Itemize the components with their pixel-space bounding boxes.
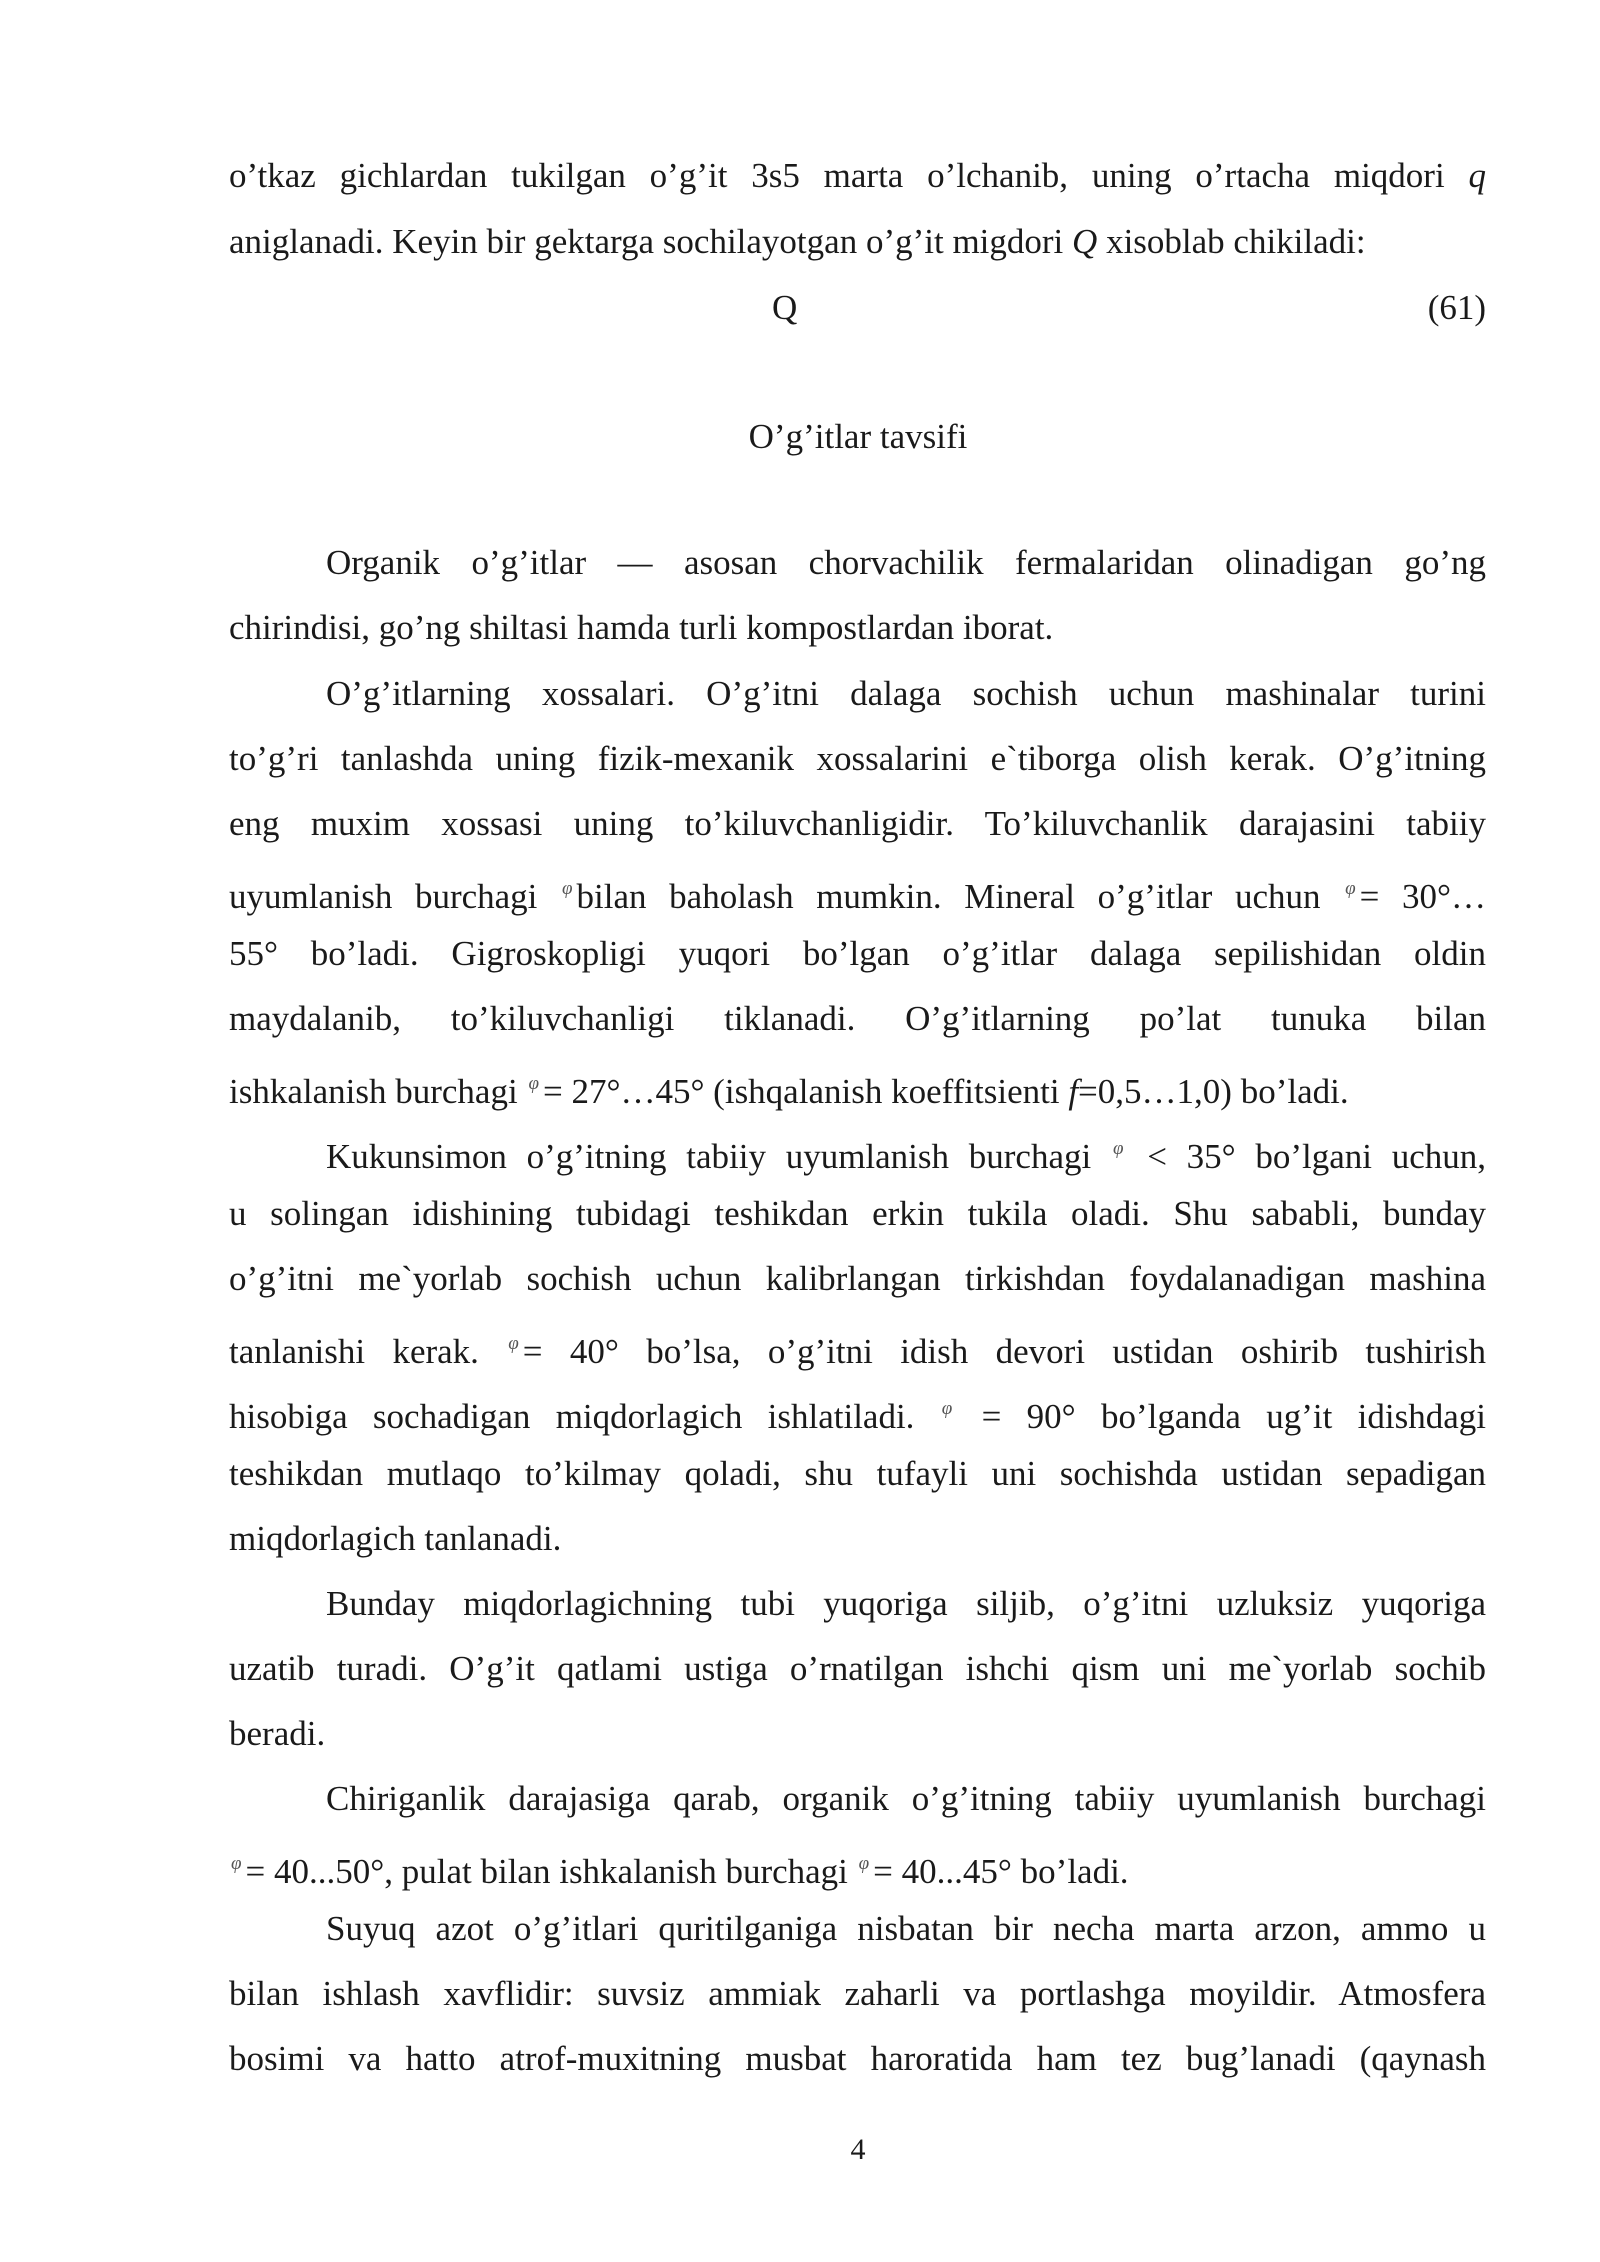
p2-line-7: [229, 1062, 1486, 1114]
phi-symbol: φ: [231, 1853, 242, 1874]
text-segment: Kukunsimon o’g’itning tabiiy uyumlanish burchagi: [326, 1137, 1092, 1176]
p3-line-3: o’g’itni me`yorlab sochish uchun kalibrlangan tirkishdan foydalanadigan mashina: [229, 1259, 1486, 1298]
p2-line-6: maydalanib, to’kiluvchanligi tiklanadi. O’g’itlarning po’lat tunuka bilan: [229, 999, 1486, 1038]
p2-line-3: eng muxim xossasi uning to’kiluvchanligidir. To’kiluvchanlik darajasini tabiiy: [229, 804, 1486, 843]
p5-line-1: Chiriganlik darajasiga qarab, organik o’g’itning tabiiy uyumlanish burchagi: [326, 1779, 1486, 1818]
text-segment: = 40...45° bo’ladi.: [873, 1852, 1129, 1891]
text-segment: = 90° bo’lganda ug’it idishdagi: [956, 1397, 1486, 1436]
text-segment: xisoblab chikiladi:: [1106, 222, 1366, 261]
section-heading: O’g’itlar tavsifi: [748, 417, 968, 456]
phi-symbol: φ: [1345, 878, 1356, 899]
p4-line-1: Bunday miqdorlagichning tubi yuqoriga siljib, o’g’itni uzluksiz yuqoriga: [326, 1584, 1486, 1623]
p3-line-1: [326, 1127, 1486, 1179]
text-segment: = 30°…: [1359, 877, 1486, 916]
p3-line-7: miqdorlagich tanlanadi.: [229, 1519, 562, 1558]
phi-symbol: φ: [562, 878, 573, 899]
p2-line-1: O’g’itlarning xossalari. O’g’itni dalaga sochish uchun mashinalar turini: [326, 674, 1486, 713]
equation-number: (61): [1427, 288, 1486, 327]
p6-line-1: Suyuq azot o’g’itlari quritilganiga nisbatan bir necha marta arzon, ammo u: [326, 1909, 1486, 1948]
text-segment: = 27°…45° (ishqalanish koeffitsienti: [542, 1072, 1060, 1111]
p2-line-5: 55° bo’ladi. Gigroskopligi yuqori bo’lgan o’g’itlar dalaga sepilishidan oldin: [229, 934, 1486, 973]
p5-line-2: [229, 1842, 1486, 1894]
text-segment: o’tkaz gichlardan tukilgan o’g’it 3s5 marta o’lchanib, uning o’rtacha miqdori: [229, 156, 1445, 195]
phi-symbol: φ: [858, 1853, 870, 1874]
intro-line-2: [229, 220, 1486, 264]
p4-line-2: uzatib turadi. O’g’it qatlami ustiga o’rnatilgan ishchi qism uni me`yorlab sochib: [229, 1649, 1486, 1688]
variable-f: f: [1068, 1072, 1079, 1111]
page-number: 4: [850, 2133, 866, 2166]
text-segment: bilan baholash mumkin. Mineral o’g’itlar uchun: [576, 877, 1321, 916]
phi-symbol: φ: [1112, 1138, 1124, 1159]
p3-line-2: u solingan idishining tubidagi teshikdan erkin tukila oladi. Shu sababli, bunday: [229, 1194, 1486, 1233]
phi-symbol: φ: [941, 1398, 953, 1419]
text-segment: = 40...50°, pulat bilan ishkalanish burchagi: [245, 1852, 848, 1891]
text-segment: = 40° bo’lsa, o’g’itni idish devori ustidan oshirib tushirish: [522, 1332, 1487, 1371]
p3-line-6: teshikdan mutlaqo to’kilmay qoladi, shu tufayli uni sochishda ustidan sepadigan: [229, 1454, 1486, 1493]
text-segment: =0,5…1,0) bo’ladi.: [1078, 1072, 1349, 1111]
p1-line-1: Organik o’g’itlar — asosan chorvachilik fermalaridan olinadigan go’ng: [326, 543, 1486, 582]
variable-q: q: [1468, 156, 1486, 195]
p1-line-2: chirindisi, go’ng shiltasi hamda turli kompostlardan iborat.: [229, 608, 1054, 647]
p3-line-5: [229, 1387, 1486, 1439]
variable-Q: Q: [1072, 222, 1098, 261]
p6-line-3: bosimi va hatto atrof-muxitning musbat haroratida ham tez bug’lanadi (qaynash: [229, 2039, 1486, 2078]
text-segment: < 35° bo’lgani uchun,: [1147, 1137, 1487, 1176]
text-segment: uyumlanish burchagi: [229, 877, 538, 916]
text-segment: hisobiga sochadigan miqdorlagich ishlatiladi.: [229, 1397, 915, 1436]
p2-line-2: to’g’ri tanlashda uning fizik-mexanik xossalarini e`tiborga olish kerak. O’g’itning: [229, 739, 1486, 778]
text-segment: ishkalanish burchagi: [229, 1072, 518, 1111]
phi-symbol: φ: [508, 1333, 519, 1354]
text-segment: aniglanadi. Keyin bir gektarga sochilayotgan o’g’it migdori: [229, 222, 1064, 261]
p3-line-4: [229, 1322, 1486, 1374]
formula-symbol: Q: [772, 288, 798, 327]
phi-symbol: φ: [528, 1073, 539, 1094]
p2-line-4: [229, 867, 1486, 919]
text-segment: tanlanishi kerak.: [229, 1332, 479, 1371]
p6-line-2: bilan ishlash xavflidir: suvsiz ammiak zaharli va portlashga moyildir. Atmosfera: [229, 1974, 1486, 2013]
p4-line-3: beradi.: [229, 1714, 326, 1753]
intro-line-1: [229, 154, 1486, 198]
